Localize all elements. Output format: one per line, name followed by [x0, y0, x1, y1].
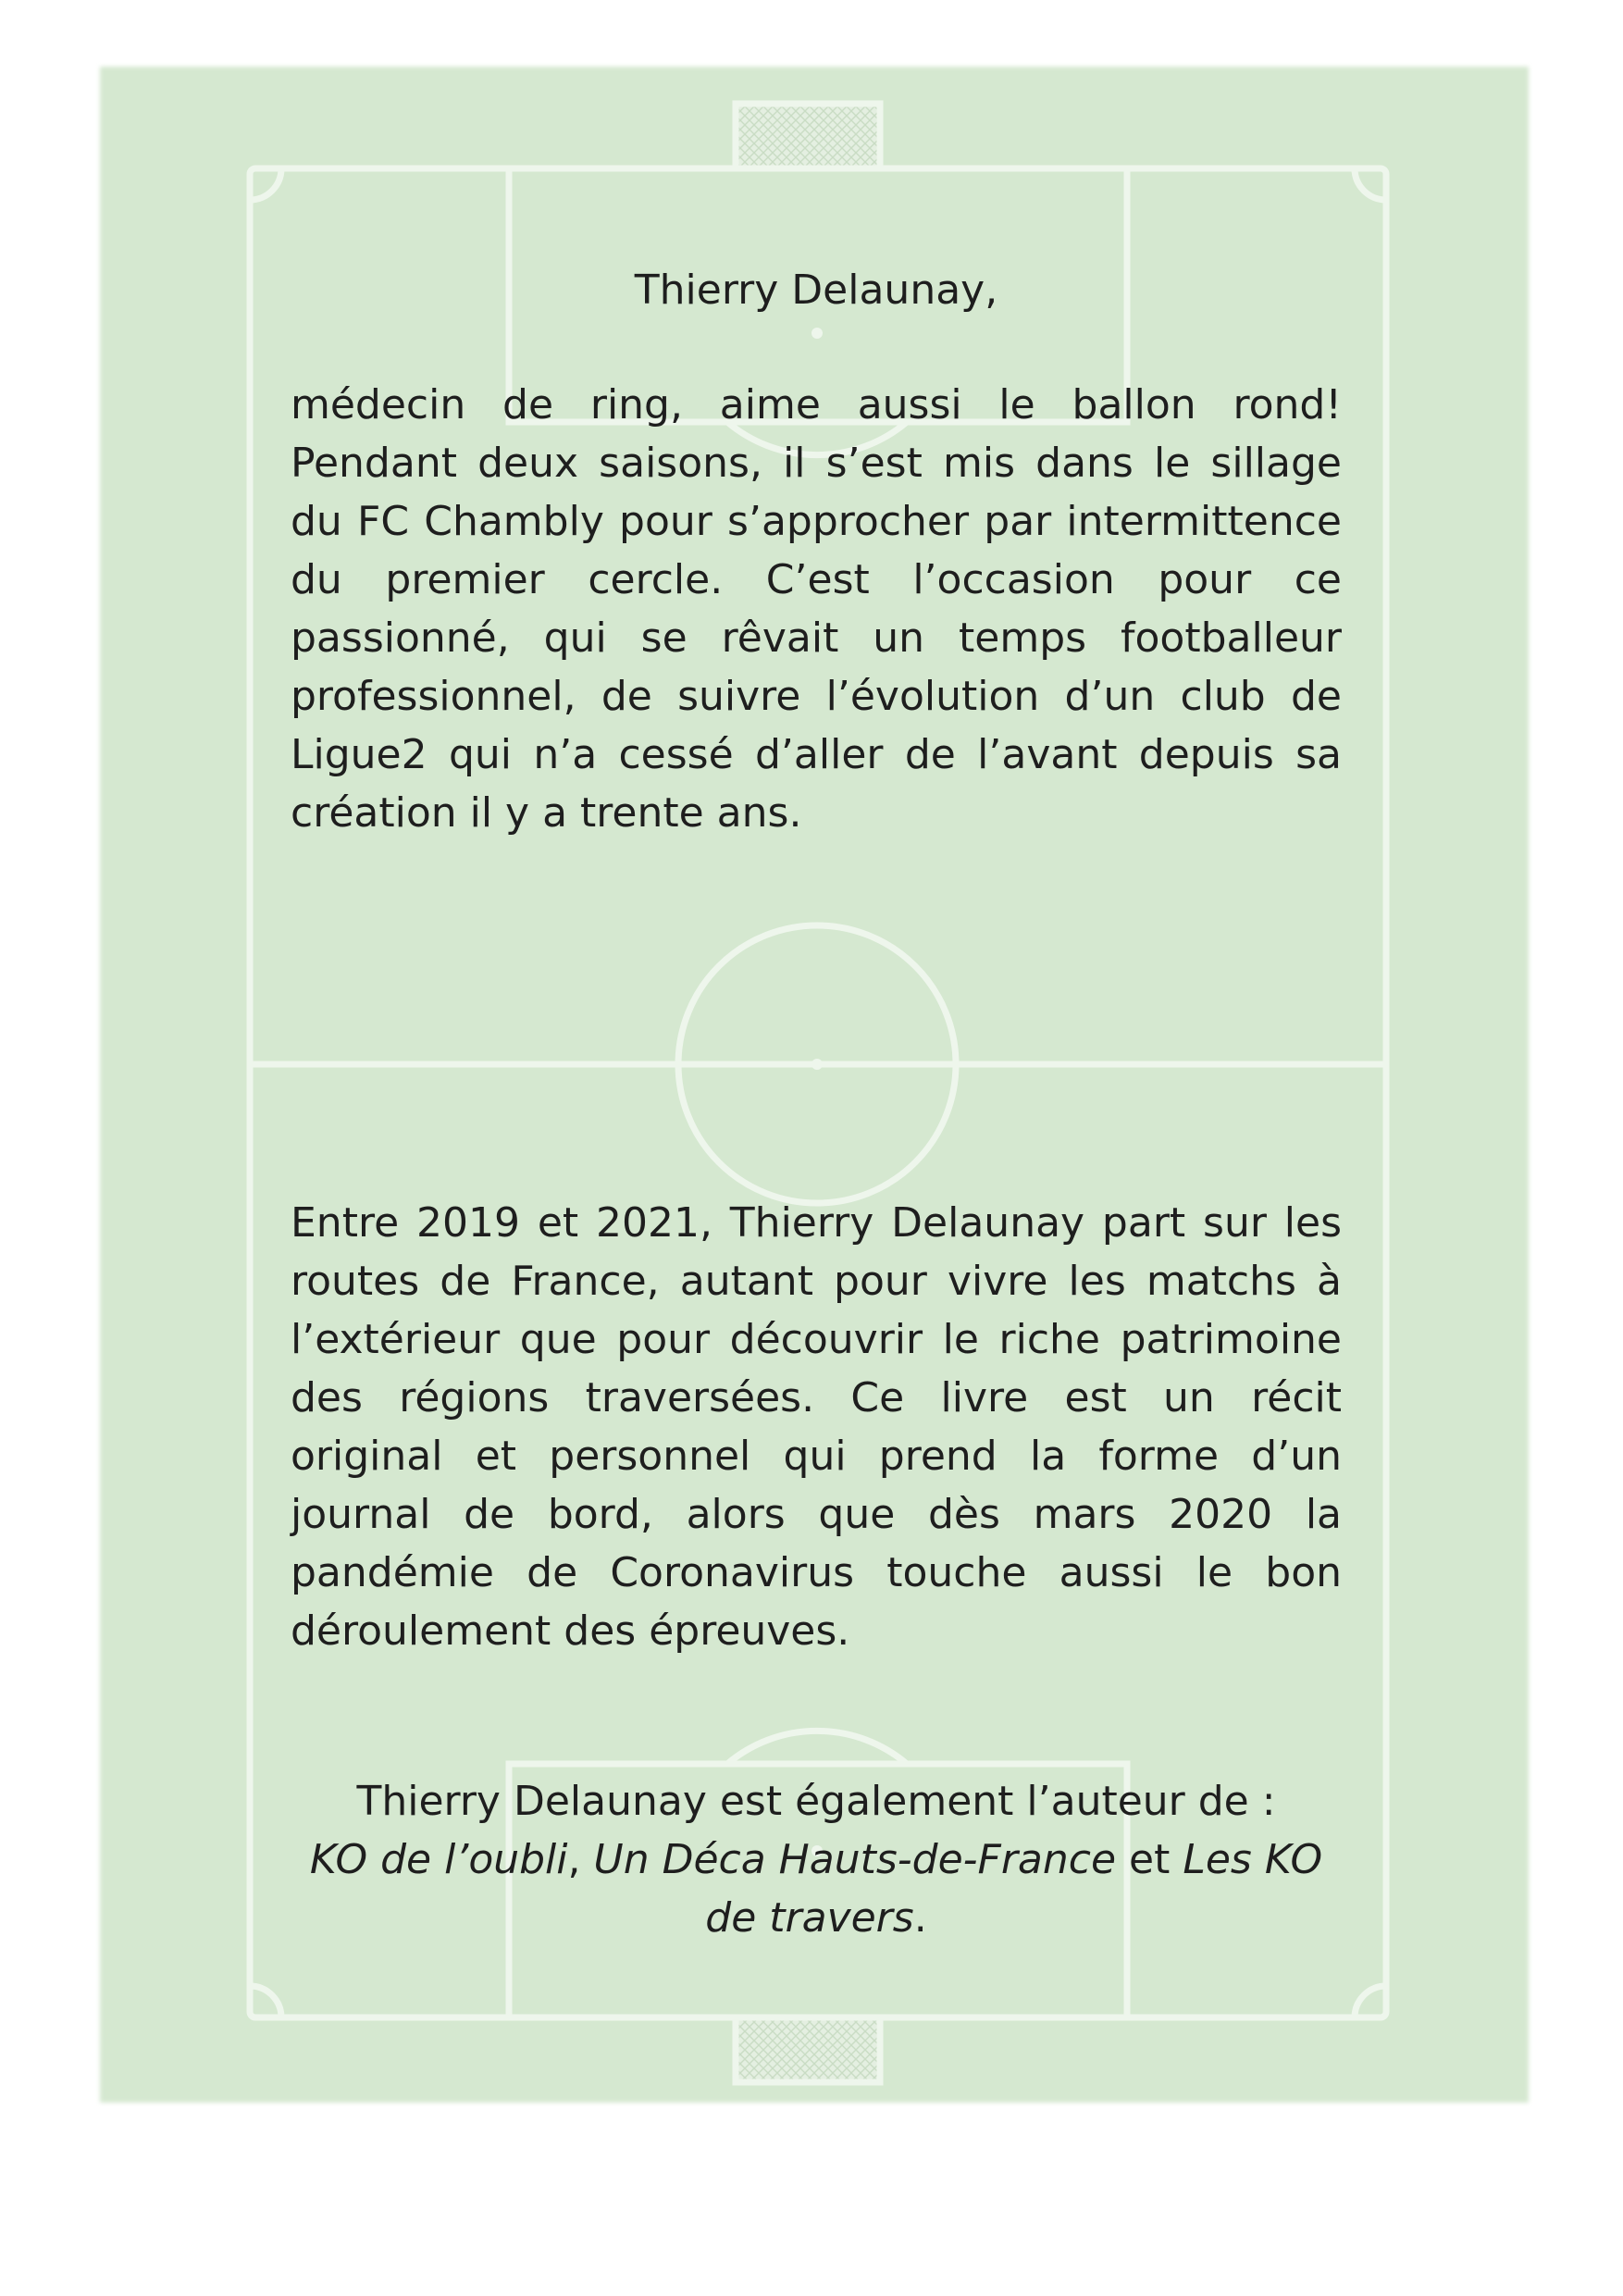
book-summary-paragraph: Entre 2019 et 2021, Thierry Delaunay part sur les routes de France, autant pour vivre les matchs à l’extérieur que pour découvrir le riche patrimoine des régions traversées. Ce livre est un récit original et personnel qui prend la forme d’un journal de bord, alors que dès mars 2020 la pandémie de Coronavirus touche aussi le bon déroulement des épreuves.	[291, 1199, 1342, 1655]
top-penalty-spot	[812, 328, 823, 339]
centre-spot	[812, 1059, 823, 1070]
author-heading: Thierry Delaunay,	[634, 267, 998, 314]
other-works	[291, 1772, 1342, 1947]
other-works-intro: Thierry Delaunay est également l’auteur de :	[356, 1778, 1276, 1825]
bottom-goal	[736, 2017, 880, 2082]
book-title-2: Un Déca Hauts-de-France	[593, 1836, 1117, 1883]
book-title-1: KO de l’oubli	[309, 1836, 568, 1883]
separator-2: et	[1116, 1836, 1183, 1883]
top-goal	[736, 104, 880, 168]
separator-1: ,	[567, 1836, 594, 1883]
biography-paragraph: médecin de ring, aime aussi le ballon rond! Pendant deux saisons, il s’est mis dans le sillage du FC Chambly pour s’approcher par intermittence du premier cercle. C’est l’occasion pour ce passionné, qui se rêvait un temps footballeur professionnel, de suivre l’évolution d’un club de Ligue2 qui n’a cessé d’aller de l’avant depuis sa création il y a trente ans.	[291, 381, 1342, 837]
other-works-list	[310, 1836, 1322, 1942]
book-title-3: Les KO de travers	[705, 1836, 1323, 1942]
closing-period: .	[913, 1894, 927, 1942]
